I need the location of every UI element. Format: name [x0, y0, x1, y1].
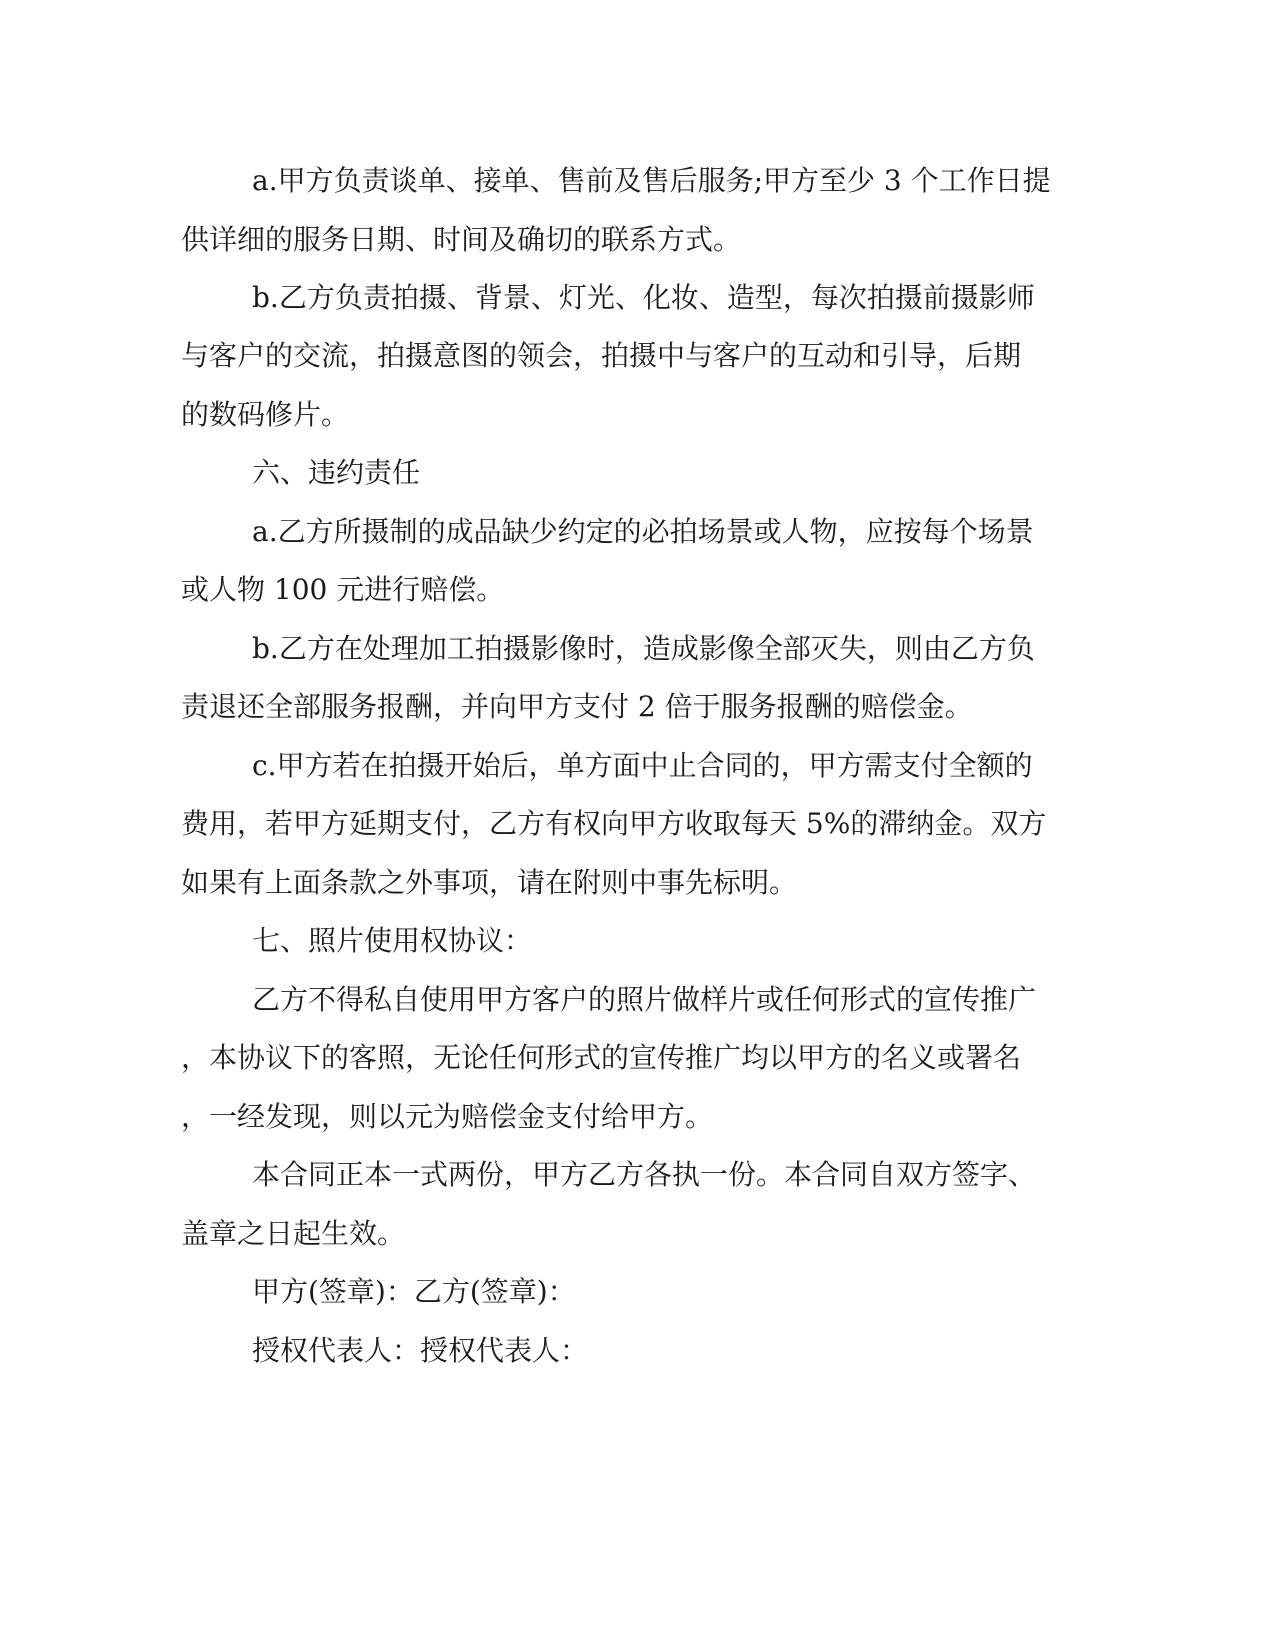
section-heading: 七、照片使用权协议：	[252, 924, 533, 957]
section-heading: 六、违约责任	[252, 456, 421, 489]
text-line: b.乙方在处理加工拍摄影像时，造成影像全部灭失，则由乙方负	[252, 632, 1035, 665]
signature-line: 授权代表人：授权代表人：	[252, 1334, 589, 1367]
text-line: ，一经发现，则以元为赔偿金支付给甲方。	[181, 1100, 714, 1133]
text-line: 与客户的交流，拍摄意图的领会，拍摄中与客户的互动和引导，后期	[181, 339, 1022, 372]
text-line: 费用，若甲方延期支付，乙方有权向甲方收取每天 5%的滞纳金。双方	[181, 807, 1047, 840]
text-line: b.乙方负责拍摄、背景、灯光、化妆、造型，每次拍摄前摄影师	[252, 281, 1035, 314]
text-line: 本合同正本一式两份，甲方乙方各执一份。本合同自双方签字、	[252, 1158, 1037, 1191]
text-line: 如果有上面条款之外事项，请在附则中事先标明。	[181, 866, 798, 899]
text-line: 或人物 100 元进行赔偿。	[181, 573, 505, 606]
signature-line: 甲方(签章)：乙方(签章)：	[252, 1275, 576, 1308]
text-line: a.乙方所摄制的成品缺少约定的必拍场景或人物，应按每个场景	[252, 515, 1034, 548]
text-line: c.甲方若在拍摄开始后，单方面中止合同的，甲方需支付全额的	[252, 749, 1033, 782]
text-line: 盖章之日起生效。	[181, 1217, 406, 1250]
text-line: 的数码修片。	[181, 398, 350, 431]
text-line: 乙方不得私自使用甲方客户的照片做样片或任何形式的宣传推广	[252, 983, 1037, 1016]
text-line: ，本协议下的客照，无论任何形式的宣传推广均以甲方的名义或署名	[181, 1041, 1022, 1074]
text-line: 责退还全部服务报酬，并向甲方支付 2 倍于服务报酬的赔偿金。	[181, 690, 973, 723]
text-line: 供详细的服务日期、时间及确切的联系方式。	[181, 223, 742, 256]
text-line: a.甲方负责谈单、接单、售前及售后服务;甲方至少 3 个工作日提	[252, 164, 1051, 197]
